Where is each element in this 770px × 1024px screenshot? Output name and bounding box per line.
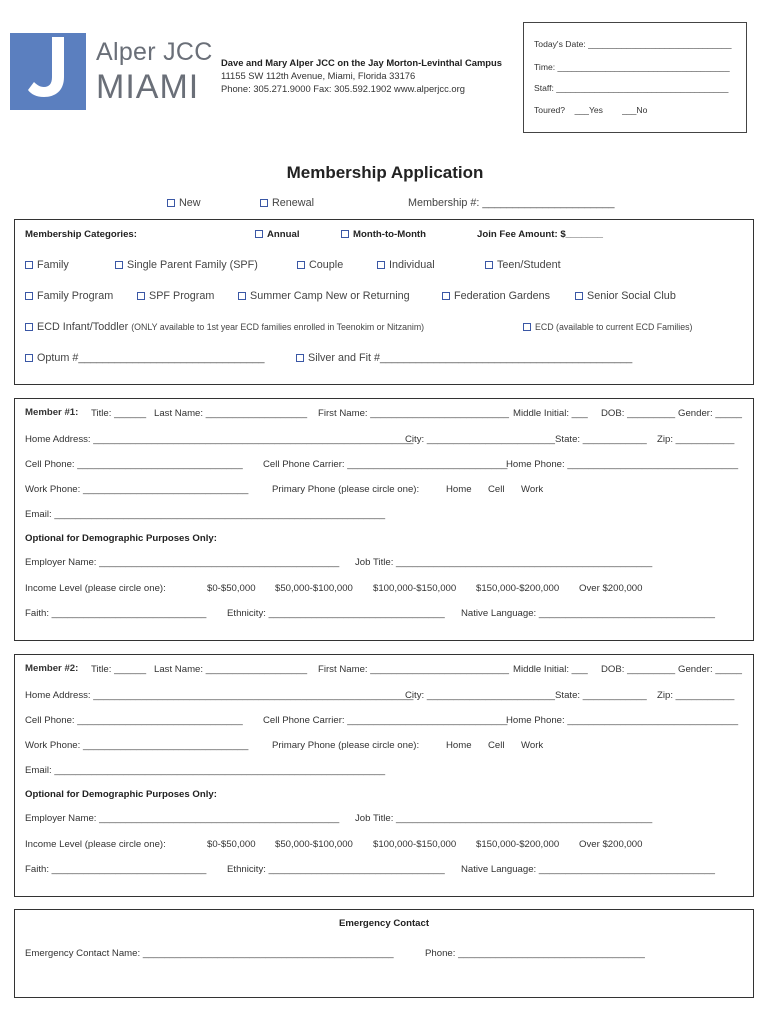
job-title-field[interactable]: Job Title: ________________________________________________	[355, 813, 653, 824]
home-address-field[interactable]: Home Address: ____________________________________________________________	[25, 690, 414, 701]
renewal-option[interactable]	[260, 197, 314, 209]
categories-heading: Membership Categories:	[25, 229, 137, 240]
checkbox-icon[interactable]	[485, 261, 493, 269]
primary-phone-work[interactable]: Work	[521, 740, 544, 751]
checkbox-icon[interactable]	[25, 292, 33, 300]
checkbox-icon[interactable]	[575, 292, 583, 300]
income-option[interactable]: $0-$50,000	[207, 839, 256, 850]
category-label: ECD (available to current ECD Families)	[535, 322, 693, 332]
checkbox-icon[interactable]	[25, 261, 33, 269]
category-label: Single Parent Family (SPF)	[127, 259, 258, 271]
checkbox-icon[interactable]	[377, 261, 385, 269]
employer-field[interactable]: Employer Name: _____________________________________________	[25, 557, 340, 568]
category-teen-student[interactable]	[485, 259, 561, 271]
category-label: SPF Program	[149, 290, 215, 302]
zip-field[interactable]: Zip: ___________	[657, 434, 735, 445]
category-label: Individual	[389, 259, 435, 271]
logo-text-miami: MIAMI	[96, 68, 200, 106]
income-option[interactable]: $100,000-$150,000	[373, 583, 457, 594]
primary-phone-label: Primary Phone (please circle one):	[272, 484, 420, 495]
income-option[interactable]: $150,000-$200,000	[476, 583, 560, 594]
primary-phone-label: Primary Phone (please circle one):	[272, 740, 420, 751]
member-heading: Member #1:	[25, 407, 79, 418]
ethnicity-field[interactable]: Ethnicity: _________________________________	[227, 864, 445, 875]
income-option[interactable]: $50,000-$100,000	[275, 583, 353, 594]
member-1-section	[14, 398, 754, 641]
dob-field[interactable]: DOB: _________	[601, 408, 676, 419]
toured-field[interactable]: Toured? ___Yes ___No	[534, 105, 648, 115]
logo-mark	[10, 33, 86, 110]
category-label: Senior Social Club	[587, 290, 676, 302]
last-name-field[interactable]: Last Name: ___________________	[154, 408, 308, 419]
monthly-label: Month-to-Month	[353, 229, 426, 240]
home-phone-field[interactable]: Home Phone: ________________________________	[506, 459, 739, 470]
emergency-heading: Emergency Contact	[338, 918, 430, 929]
checkbox-icon[interactable]	[25, 323, 33, 331]
checkbox-icon[interactable]	[255, 230, 263, 238]
category-label: ECD Infant/Toddler	[37, 321, 129, 333]
work-phone-field[interactable]: Work Phone: _______________________________	[25, 740, 249, 751]
time-field[interactable]: Time: ____________________________________	[534, 62, 730, 72]
cell-phone-field[interactable]: Cell Phone: _______________________________	[25, 459, 243, 470]
member-2-name-row	[25, 663, 78, 674]
campus-contact: Phone: 305.271.9000 Fax: 305.592.1902 www.alperjcc.org	[221, 83, 465, 94]
income-option[interactable]: Over $200,000	[579, 839, 643, 850]
category-ecd-infant[interactable]	[25, 321, 424, 333]
primary-phone-home[interactable]: Home	[446, 484, 472, 495]
category-label: Summer Camp New or Returning	[250, 290, 410, 302]
annual-option[interactable]	[255, 229, 300, 240]
city-field[interactable]: City: ________________________	[405, 434, 555, 445]
ethnicity-field[interactable]: Ethnicity: _________________________________	[227, 608, 445, 619]
category-federation-gardens[interactable]	[442, 290, 550, 302]
income-option[interactable]: $50,000-$100,000	[275, 839, 353, 850]
income-option[interactable]: $100,000-$150,000	[373, 839, 457, 850]
category-summer-camp[interactable]	[238, 290, 410, 302]
cell-phone-field[interactable]: Cell Phone: _______________________________	[25, 715, 243, 726]
primary-phone-work[interactable]: Work	[521, 484, 544, 495]
category-label: Family	[37, 259, 69, 271]
category-individual[interactable]	[377, 259, 435, 271]
category-label: Family Program	[37, 290, 114, 302]
home-address-field[interactable]: Home Address: ____________________________________________________________	[25, 434, 414, 445]
last-name-field[interactable]: Last Name: ___________________	[154, 664, 308, 675]
renewal-label: Renewal	[272, 197, 315, 209]
page-title: Membership Application	[286, 163, 484, 182]
emergency-name-field[interactable]: Emergency Contact Name: _______________________________________________	[25, 948, 394, 959]
category-couple[interactable]	[297, 259, 343, 271]
membership-categories-section	[14, 219, 754, 385]
office-use-box	[523, 22, 747, 133]
middle-initial-field[interactable]: Middle Initial: ___	[513, 664, 588, 675]
state-field[interactable]: State: ____________	[555, 690, 647, 701]
city-field[interactable]: City: ________________________	[405, 690, 555, 701]
email-field[interactable]: Email: ______________________________________________________________	[25, 765, 386, 776]
logo-text-alper: Alper JCC	[96, 38, 213, 66]
cell-carrier-field[interactable]: Cell Phone Carrier: ______________________________	[263, 459, 508, 470]
checkbox-icon[interactable]	[523, 323, 531, 331]
join-fee-field[interactable]: Join Fee Amount: $_______	[477, 229, 604, 240]
new-option[interactable]	[167, 197, 201, 209]
cell-carrier-field[interactable]: Cell Phone Carrier: ______________________________	[263, 715, 508, 726]
gender-field[interactable]: Gender: _____	[678, 408, 743, 419]
email-field[interactable]: Email: ______________________________________________________________	[25, 509, 386, 520]
emergency-phone-field[interactable]: Phone: ___________________________________	[425, 948, 645, 959]
category-family[interactable]	[25, 259, 69, 271]
staff-field[interactable]: Staff: ____________________________________	[534, 83, 729, 93]
title-field[interactable]: Title: ______	[91, 664, 147, 675]
monthly-option[interactable]	[341, 229, 426, 240]
optum-field[interactable]	[25, 352, 265, 364]
silver-fit-label: Silver and Fit #__________________________________________	[308, 352, 633, 364]
job-title-field[interactable]: Job Title: ________________________________________________	[355, 557, 653, 568]
optum-label: Optum #_______________________________	[37, 352, 265, 364]
dob-field[interactable]: DOB: _________	[601, 664, 676, 675]
checkbox-icon[interactable]	[296, 354, 304, 362]
optional-heading: Optional for Demographic Purposes Only:	[25, 789, 217, 800]
annual-label: Annual	[267, 229, 300, 240]
category-senior-social-club[interactable]	[575, 290, 676, 302]
silver-fit-field[interactable]	[296, 352, 632, 364]
checkbox-icon[interactable]	[167, 199, 175, 207]
category-label: Federation Gardens	[454, 290, 551, 302]
campus-name: Dave and Mary Alper JCC on the Jay Morton-Levinthal Campus	[221, 57, 502, 68]
primary-phone-home[interactable]: Home	[446, 740, 472, 751]
income-label: Income Level (please circle one):	[25, 839, 166, 850]
primary-phone-cell[interactable]: Cell	[488, 740, 505, 751]
campus-address: 11155 SW 112th Avenue, Miami, Florida 33176	[221, 70, 416, 81]
native-language-field[interactable]: Native Language: _________________________________	[461, 864, 715, 875]
home-phone-field[interactable]: Home Phone: ________________________________	[506, 715, 739, 726]
checkbox-icon[interactable]	[297, 261, 305, 269]
category-spf-program[interactable]	[137, 290, 214, 302]
work-phone-field[interactable]: Work Phone: _______________________________	[25, 484, 249, 495]
faith-field[interactable]: Faith: _____________________________	[25, 608, 207, 619]
middle-initial-field[interactable]: Middle Initial: ___	[513, 408, 588, 419]
member-1-name-row	[25, 407, 78, 418]
income-option[interactable]: Over $200,000	[579, 583, 643, 594]
checkbox-icon[interactable]	[341, 230, 349, 238]
checkbox-icon[interactable]	[25, 354, 33, 362]
employer-field[interactable]: Employer Name: _____________________________________________	[25, 813, 340, 824]
emergency-contact-section	[14, 909, 754, 998]
zip-field[interactable]: Zip: ___________	[657, 690, 735, 701]
checkbox-icon[interactable]	[238, 292, 246, 300]
new-label: New	[179, 197, 201, 209]
member-heading: Member #2:	[25, 663, 79, 674]
category-ecd-current[interactable]	[523, 322, 692, 332]
first-name-field[interactable]: First Name: __________________________	[318, 408, 509, 419]
checkbox-icon[interactable]	[260, 199, 268, 207]
checkbox-icon[interactable]	[115, 261, 123, 269]
ecd-infant-note: (ONLY available to 1st year ECD families enrolled in Teenokim or Nitzanim)	[131, 322, 425, 332]
native-language-field[interactable]: Native Language: _________________________________	[461, 608, 715, 619]
member-2-section	[14, 654, 754, 897]
income-option[interactable]: $150,000-$200,000	[476, 839, 560, 850]
category-label: Teen/Student	[497, 259, 561, 271]
faith-field[interactable]: Faith: _____________________________	[25, 864, 207, 875]
first-name-field[interactable]: First Name: __________________________	[318, 664, 509, 675]
category-family-program[interactable]	[25, 290, 113, 302]
income-option[interactable]: $0-$50,000	[207, 583, 256, 594]
category-label: Couple	[309, 259, 344, 271]
checkbox-icon[interactable]	[137, 292, 145, 300]
optional-heading: Optional for Demographic Purposes Only:	[25, 533, 217, 544]
todays-date-field[interactable]: Today's Date: ______________________________	[534, 39, 732, 49]
j-logo-icon	[28, 37, 68, 99]
state-field[interactable]: State: ____________	[555, 434, 647, 445]
income-label: Income Level (please circle one):	[25, 583, 166, 594]
gender-field[interactable]: Gender: _____	[678, 664, 743, 675]
membership-number-field[interactable]: Membership #: ______________________	[408, 197, 615, 209]
title-field[interactable]: Title: ______	[91, 408, 147, 419]
primary-phone-cell[interactable]: Cell	[488, 484, 505, 495]
checkbox-icon[interactable]	[442, 292, 450, 300]
category-spf[interactable]	[115, 259, 258, 271]
